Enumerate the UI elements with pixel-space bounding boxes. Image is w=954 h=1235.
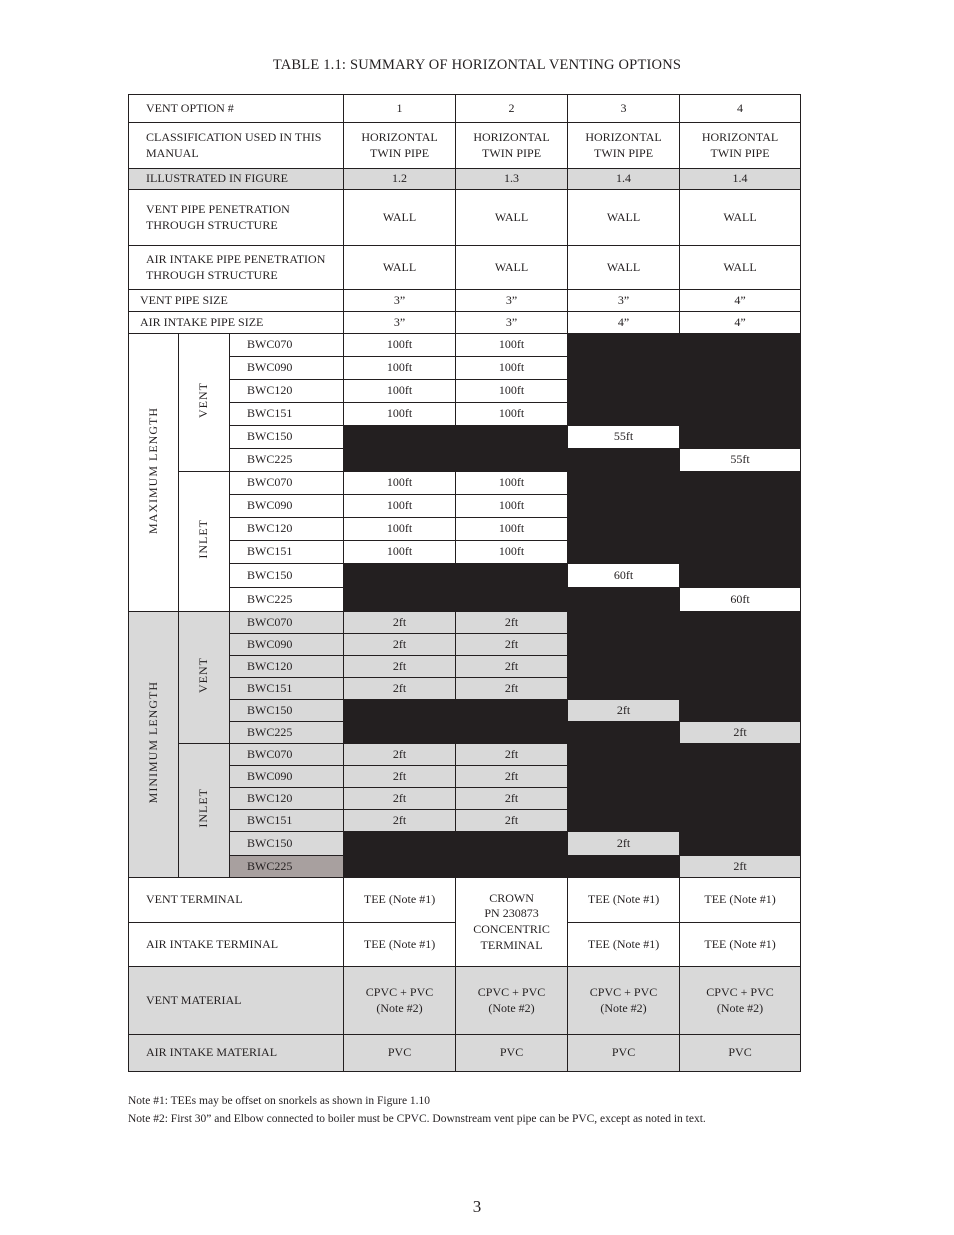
length-value: 2ft bbox=[344, 656, 456, 678]
model-label: BWC090 bbox=[230, 634, 344, 656]
model-label: BWC151 bbox=[230, 403, 344, 426]
material-value bbox=[680, 967, 801, 1035]
max-length-group bbox=[129, 334, 179, 612]
table-row bbox=[129, 700, 801, 722]
crown-terminal-cell bbox=[456, 878, 568, 967]
classification-value: HORIZONTAL TWIN PIPE bbox=[568, 123, 680, 169]
length-value: 2ft bbox=[456, 744, 568, 766]
length-value: 2ft bbox=[456, 678, 568, 700]
length-value: 2ft bbox=[344, 810, 456, 832]
classification-value: HORIZONTAL TWIN PIPE bbox=[456, 123, 568, 169]
material-value bbox=[344, 967, 456, 1035]
table-row bbox=[129, 832, 801, 856]
option-3: 3 bbox=[568, 95, 680, 123]
not-applicable-cell bbox=[344, 564, 568, 612]
air-penetration-label: AIR INTAKE PIPE PENETRATION THROUGH STRUCTURE bbox=[129, 246, 344, 290]
classification-value: HORIZONTAL TWIN PIPE bbox=[344, 123, 456, 169]
model-label: BWC120 bbox=[230, 656, 344, 678]
length-value: 100ft bbox=[344, 518, 456, 541]
not-applicable-cell bbox=[568, 744, 801, 832]
penetration-value: WALL bbox=[456, 190, 568, 246]
penetration-value: WALL bbox=[344, 190, 456, 246]
figure-ref: 1.2 bbox=[344, 169, 456, 190]
option-2: 2 bbox=[456, 95, 568, 123]
size-value: 3” bbox=[456, 290, 568, 312]
length-value: 100ft bbox=[344, 472, 456, 495]
length-value: 2ft bbox=[344, 744, 456, 766]
terminal-value: TEE (Note #1) bbox=[344, 923, 456, 967]
air-terminal-label: AIR INTAKE TERMINAL bbox=[129, 923, 344, 967]
not-applicable-cell bbox=[568, 856, 680, 878]
model-label: BWC225 bbox=[230, 449, 344, 472]
air-material-label: AIR INTAKE MATERIAL bbox=[129, 1035, 344, 1072]
penetration-value: WALL bbox=[680, 246, 801, 290]
material-note: (Note #2) bbox=[600, 1000, 647, 1015]
table-row bbox=[129, 334, 801, 357]
min-vent-label: VENT bbox=[196, 657, 211, 694]
terminal-value: TEE (Note #1) bbox=[568, 878, 680, 923]
size-value: 3” bbox=[568, 290, 680, 312]
min-vent-group bbox=[179, 612, 230, 744]
vent-size-label: VENT PIPE SIZE bbox=[129, 290, 344, 312]
size-value: 4” bbox=[680, 312, 801, 334]
air-material-row bbox=[129, 1035, 801, 1072]
not-applicable-cell bbox=[568, 588, 680, 612]
max-length-label: MAXIMUM LENGTH bbox=[145, 406, 160, 534]
length-value: 2ft bbox=[344, 612, 456, 634]
vent-terminal-row bbox=[129, 878, 801, 923]
material-line: CPVC + PVC bbox=[477, 984, 546, 999]
material-note: (Note #2) bbox=[376, 1000, 423, 1015]
min-length-group bbox=[129, 612, 179, 878]
not-applicable-cell bbox=[568, 449, 680, 472]
material-value bbox=[456, 967, 568, 1035]
model-label: BWC225 bbox=[230, 856, 344, 878]
length-value: 100ft bbox=[456, 357, 568, 380]
not-applicable-cell bbox=[568, 722, 680, 744]
vent-option-label: VENT OPTION # bbox=[129, 95, 344, 123]
header-row bbox=[129, 95, 801, 123]
length-value: 2ft bbox=[456, 788, 568, 810]
model-label: BWC070 bbox=[230, 334, 344, 357]
length-value: 100ft bbox=[344, 334, 456, 357]
length-value: 2ft bbox=[456, 766, 568, 788]
min-length-label: MINIMUM LENGTH bbox=[145, 681, 160, 804]
length-value: 2ft bbox=[568, 832, 680, 856]
model-label: BWC225 bbox=[230, 722, 344, 744]
not-applicable-cell bbox=[568, 472, 801, 564]
length-value: 100ft bbox=[456, 541, 568, 564]
length-value: 2ft bbox=[456, 634, 568, 656]
length-value: 100ft bbox=[456, 472, 568, 495]
length-value: 100ft bbox=[344, 541, 456, 564]
model-label: BWC150 bbox=[230, 426, 344, 449]
length-value: 2ft bbox=[344, 634, 456, 656]
vent-penetration-label: VENT PIPE PENETRATION THROUGH STRUCTURE bbox=[129, 190, 344, 246]
model-label: BWC070 bbox=[230, 744, 344, 766]
min-inlet-group bbox=[179, 744, 230, 878]
air-size-row bbox=[129, 312, 801, 334]
penetration-value: WALL bbox=[568, 246, 680, 290]
material-value: PVC bbox=[680, 1035, 801, 1072]
figure-ref: 1.4 bbox=[568, 169, 680, 190]
not-applicable-cell bbox=[680, 700, 801, 722]
illustrated-label: ILLUSTRATED IN FIGURE bbox=[129, 169, 344, 190]
penetration-value: WALL bbox=[568, 190, 680, 246]
model-label: BWC120 bbox=[230, 518, 344, 541]
model-label: BWC225 bbox=[230, 588, 344, 612]
table-row bbox=[129, 472, 801, 495]
model-label: BWC090 bbox=[230, 495, 344, 518]
length-value: 100ft bbox=[456, 380, 568, 403]
crown-line: TERMINAL bbox=[480, 937, 543, 952]
classification-label: CLASSIFICATION USED IN THIS MANUAL bbox=[129, 123, 344, 169]
model-label: BWC070 bbox=[230, 612, 344, 634]
length-value: 55ft bbox=[568, 426, 680, 449]
length-value: 100ft bbox=[344, 380, 456, 403]
model-label: BWC120 bbox=[230, 788, 344, 810]
table-row bbox=[129, 612, 801, 634]
length-value: 60ft bbox=[568, 564, 680, 588]
crown-line: CONCENTRIC bbox=[473, 922, 550, 936]
vent-penetration-row bbox=[129, 190, 801, 246]
venting-options-table bbox=[128, 94, 801, 1072]
table-row bbox=[129, 564, 801, 588]
max-vent-group bbox=[179, 334, 230, 472]
max-inlet-label: INLET bbox=[196, 519, 211, 560]
length-value: 100ft bbox=[456, 403, 568, 426]
footnote-1: Note #1: TEEs may be offset on snorkels as shown in Figure 1.10 bbox=[128, 1095, 431, 1107]
footnote-2: Note #2: First 30” and Elbow connected to boiler must be CPVC. Downstream vent pipe can be PVC, except as noted in text. bbox=[128, 1113, 706, 1125]
max-inlet-group bbox=[179, 472, 230, 612]
figure-ref: 1.4 bbox=[680, 169, 801, 190]
not-applicable-cell bbox=[344, 426, 568, 472]
vent-material-row bbox=[129, 967, 801, 1035]
not-applicable-cell bbox=[680, 426, 801, 449]
not-applicable-cell bbox=[568, 334, 801, 426]
material-note: (Note #2) bbox=[488, 1000, 535, 1015]
material-value: PVC bbox=[568, 1035, 680, 1072]
length-value: 2ft bbox=[680, 722, 801, 744]
min-inlet-label: INLET bbox=[196, 788, 211, 829]
model-label: BWC151 bbox=[230, 678, 344, 700]
length-value: 100ft bbox=[456, 518, 568, 541]
air-penetration-row bbox=[129, 246, 801, 290]
option-1: 1 bbox=[344, 95, 456, 123]
model-label: BWC151 bbox=[230, 541, 344, 564]
penetration-value: WALL bbox=[680, 190, 801, 246]
option-4: 4 bbox=[680, 95, 801, 123]
length-value: 100ft bbox=[344, 357, 456, 380]
length-value: 100ft bbox=[344, 495, 456, 518]
terminal-value: TEE (Note #1) bbox=[568, 923, 680, 967]
model-label: BWC120 bbox=[230, 380, 344, 403]
classification-value: HORIZONTAL TWIN PIPE bbox=[680, 123, 801, 169]
material-value bbox=[568, 967, 680, 1035]
crown-line: CROWN bbox=[489, 890, 534, 905]
model-label: BWC090 bbox=[230, 766, 344, 788]
length-value: 2ft bbox=[344, 678, 456, 700]
not-applicable-cell bbox=[344, 832, 568, 878]
not-applicable-cell bbox=[568, 612, 801, 700]
material-line: CPVC + PVC bbox=[365, 984, 434, 999]
length-value: 60ft bbox=[680, 588, 801, 612]
length-value: 2ft bbox=[568, 700, 680, 722]
length-value: 2ft bbox=[456, 810, 568, 832]
air-size-label: AIR INTAKE PIPE SIZE bbox=[129, 312, 344, 334]
vent-material-label: VENT MATERIAL bbox=[129, 967, 344, 1035]
table-row bbox=[129, 744, 801, 766]
length-value: 2ft bbox=[456, 656, 568, 678]
figure-ref: 1.3 bbox=[456, 169, 568, 190]
size-value: 3” bbox=[344, 290, 456, 312]
length-value: 2ft bbox=[344, 788, 456, 810]
model-label: BWC090 bbox=[230, 357, 344, 380]
max-vent-label: VENT bbox=[196, 382, 211, 419]
illustrated-row bbox=[129, 169, 801, 190]
not-applicable-cell bbox=[344, 700, 568, 744]
not-applicable-cell bbox=[680, 832, 801, 856]
crown-line: PN 230873 bbox=[484, 906, 539, 921]
length-value: 55ft bbox=[680, 449, 801, 472]
not-applicable-cell bbox=[680, 564, 801, 588]
length-value: 100ft bbox=[344, 403, 456, 426]
vent-terminal-label: VENT TERMINAL bbox=[129, 878, 344, 923]
material-note: (Note #2) bbox=[716, 1000, 764, 1015]
page-number: 3 bbox=[472, 1197, 482, 1216]
penetration-value: WALL bbox=[344, 246, 456, 290]
material-value: PVC bbox=[456, 1035, 568, 1072]
model-label: BWC070 bbox=[230, 472, 344, 495]
model-label: BWC150 bbox=[230, 564, 344, 588]
length-value: 2ft bbox=[680, 856, 801, 878]
size-value: 3” bbox=[456, 312, 568, 334]
length-value: 100ft bbox=[456, 334, 568, 357]
length-value: 100ft bbox=[456, 495, 568, 518]
size-value: 3” bbox=[344, 312, 456, 334]
table-title: TABLE 1.1: SUMMARY OF HORIZONTAL VENTING OPTIONS bbox=[272, 57, 682, 73]
length-value: 2ft bbox=[344, 766, 456, 788]
model-label: BWC150 bbox=[230, 832, 344, 856]
length-value: 2ft bbox=[456, 612, 568, 634]
material-line: CPVC + PVC bbox=[589, 984, 658, 999]
material-value: PVC bbox=[344, 1035, 456, 1072]
penetration-value: WALL bbox=[456, 246, 568, 290]
model-label: BWC151 bbox=[230, 810, 344, 832]
terminal-value: TEE (Note #1) bbox=[680, 923, 801, 967]
terminal-value: TEE (Note #1) bbox=[680, 878, 801, 923]
vent-size-row bbox=[129, 290, 801, 312]
table-row bbox=[129, 426, 801, 449]
material-line: CPVC + PVC bbox=[706, 984, 774, 999]
terminal-value: TEE (Note #1) bbox=[344, 878, 456, 923]
classification-row bbox=[129, 123, 801, 169]
model-label: BWC150 bbox=[230, 700, 344, 722]
size-value: 4” bbox=[680, 290, 801, 312]
size-value: 4” bbox=[568, 312, 680, 334]
footnotes bbox=[128, 1092, 706, 1128]
